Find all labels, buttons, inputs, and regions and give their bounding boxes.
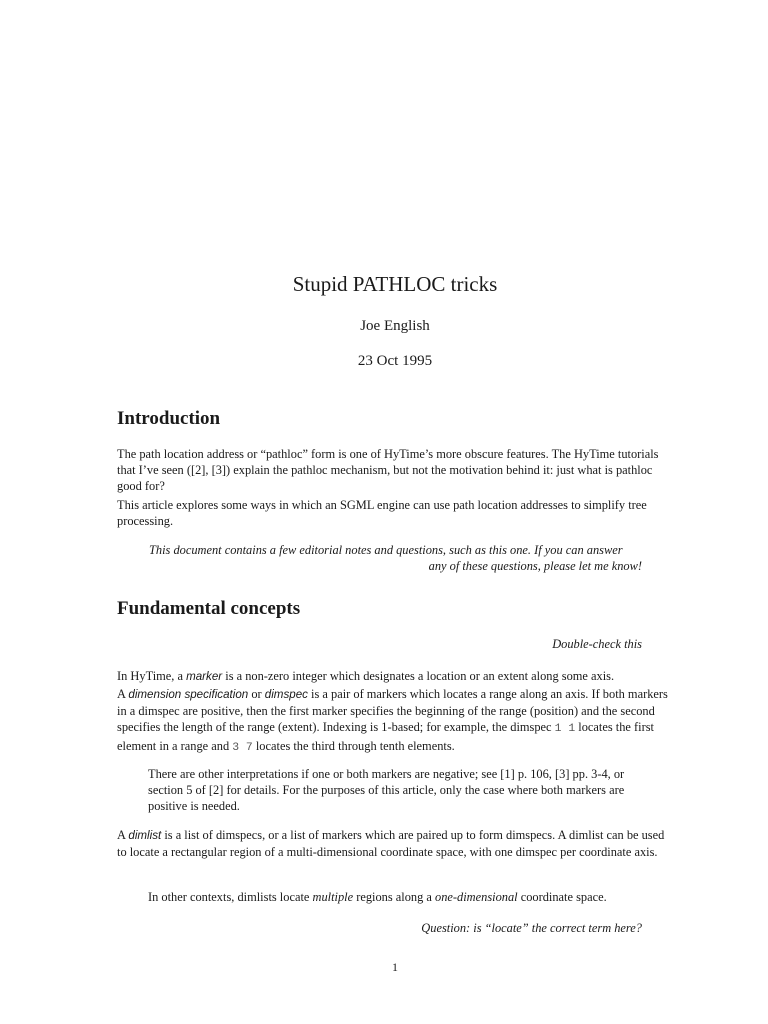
intro-paragraph-1: The path location address or “pathloc” form is one of HyTime’s more obscure features. The HyTime tutorials that I’ve seen ([2], [3]) explain the pathloc mechanism, but not the motivation behind it: just what is pathloc good for?: [117, 447, 659, 494]
dimspec-text-a: A: [117, 687, 129, 701]
ctx-one-dimensional: one-dimensional: [435, 890, 518, 904]
section-heading-fundamental-concepts: Fundamental concepts: [117, 598, 301, 619]
editorial-note-line-1: This document contains a few editorial notes and questions, such as this one. If you can answer: [149, 543, 623, 557]
editorial-question-locate: Question: is “locate” the correct term here?: [421, 921, 642, 935]
ctx-multiple: multiple: [312, 890, 354, 904]
dimlist-definition-paragraph: [117, 827, 677, 860]
dimlist-text-a: A: [117, 828, 129, 842]
negative-markers-note: There are other interpretations if one or both markers are negative; see [1] p. 106, [3] pp. 3-4, or section 5 of [2] for details. For the purposes of this article, only the case where both markers are positive is needed.: [148, 767, 625, 814]
marker-definition-paragraph: [117, 668, 677, 685]
document-title: Stupid PATHLOC tricks: [292, 272, 498, 296]
page-number: 1: [392, 960, 398, 974]
marker-text-pre: In HyTime, a: [117, 669, 187, 683]
dimspec-text-b: is a pair of markers which locates a range along an axis. If both markers in a dimspec are positive, then the first marker specifies the beginning of the range (position) and the second specifies the length of the range (extent). Indexing is 1-based; for example, the dimspec: [117, 687, 668, 735]
ctx-text-b: regions along a: [353, 890, 436, 904]
document-author: Joe English: [360, 318, 430, 334]
document-date: 23 Oct 1995: [357, 353, 433, 369]
dimspec-text-d: locates the third through tenth elements.: [252, 738, 455, 753]
section-heading-introduction: Introduction: [117, 408, 221, 429]
intro-paragraph-2: This article explores some ways in which an SGML engine can use path location addresses to simplify tree processing.: [117, 498, 647, 529]
marker-term: marker: [186, 670, 223, 683]
dimspec-code-example-1: 1 1: [554, 723, 576, 736]
dimspec-text-c: locates the first element in a range and: [117, 720, 654, 753]
dimspec-text-or: or: [248, 687, 265, 701]
dimension-specification-term: dimension specification: [128, 688, 249, 701]
ctx-text-a: In other contexts, dimlists locate: [148, 890, 313, 904]
other-contexts-paragraph: [148, 889, 648, 905]
dimspec-term: dimspec: [264, 688, 308, 701]
dimlist-text-b: is a list of dimspecs, or a list of markers which are paired up to form dimspecs. A dimlist can be used to locate a rectangular region of a multi-dimensional coordinate space, with one dimspec per coordinate axis.: [117, 828, 665, 860]
marker-text-post: is a non-zero integer which designates a location or an extent along some axis.: [222, 669, 615, 683]
dimspec-code-example-2: 3 7: [232, 741, 253, 754]
ctx-text-c: coordinate space.: [517, 890, 607, 904]
editorial-note-line-2: any of these questions, please let me know!: [428, 559, 642, 573]
editorial-note-double-check: Double-check this: [552, 637, 642, 651]
dimspec-definition-paragraph: [117, 686, 677, 756]
dimlist-term: dimlist: [128, 829, 162, 842]
